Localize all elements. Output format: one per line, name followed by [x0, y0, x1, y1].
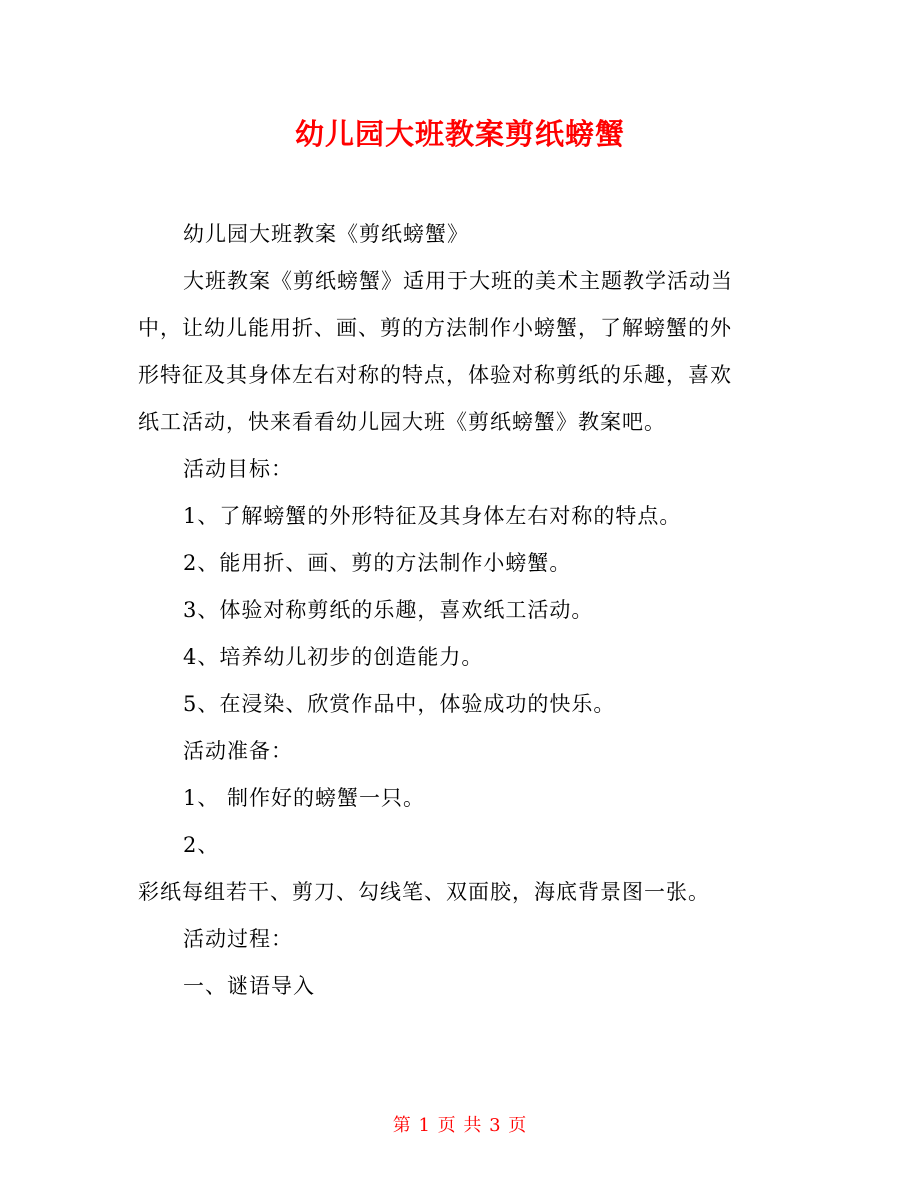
doc-line-intro-3: 形特征及其身体左右对称的特点，体验对称剪纸的乐趣，喜欢: [138, 363, 732, 387]
goal-item-4: 4、培养幼儿初步的创造能力。: [183, 645, 484, 669]
doc-line-intro-4: 纸工活动，快来看看幼儿园大班《剪纸螃蟹》教案吧。: [138, 410, 666, 434]
doc-line-intro-2: 中，让幼儿能用折、画、剪的方法制作小螃蟹，了解螃蟹的外: [138, 316, 732, 340]
prep-item-2-text: 彩纸每组若干、剪刀、勾线笔、双面胶，海底背景图一张。: [138, 880, 710, 904]
doc-line-subtitle: 幼儿园大班教案《剪纸螃蟹》: [183, 222, 469, 246]
goal-item-5: 5、在浸染、欣赏作品中，体验成功的快乐。: [183, 692, 616, 716]
section-heading-preparation: 活动准备：: [183, 739, 293, 763]
goal-item-3: 3、体验对称剪纸的乐趣，喜欢纸工活动。: [183, 598, 594, 622]
goal-item-1: 1、了解螃蟹的外形特征及其身体左右对称的特点。: [183, 504, 682, 528]
page-number-footer: 第 1 页 共 3 页: [392, 1115, 528, 1136]
prep-item-1: 1、 制作好的螃蟹一只。: [183, 786, 426, 810]
document-title: 幼儿园大班教案剪纸螃蟹: [294, 117, 625, 151]
section-heading-goals: 活动目标：: [183, 457, 293, 481]
doc-line-intro-1: 大班教案《剪纸螃蟹》适用于大班的美术主题教学活动当: [183, 269, 733, 293]
goal-item-2: 2、能用折、画、剪的方法制作小螃蟹。: [183, 551, 572, 575]
process-step-1: 一、谜语导入: [183, 974, 315, 998]
prep-item-2: 2、: [183, 833, 220, 857]
section-heading-process: 活动过程：: [183, 927, 293, 951]
